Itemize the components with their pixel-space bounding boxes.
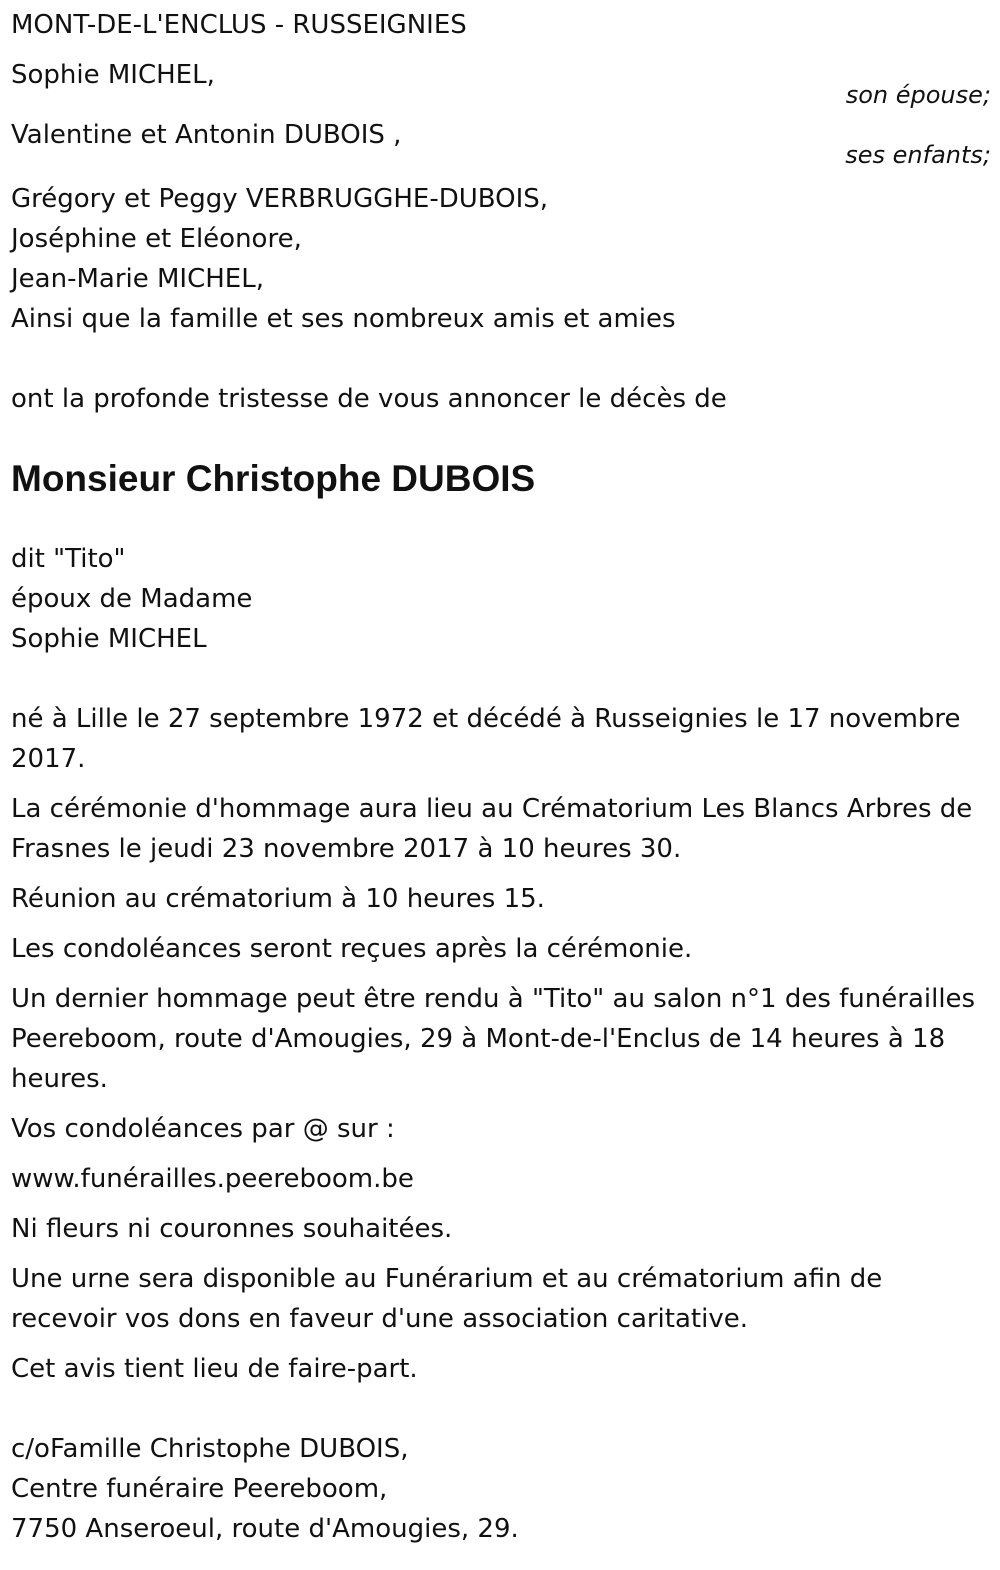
address-line: Centre funéraire Peereboom, xyxy=(11,1474,388,1504)
family-spouse-row xyxy=(11,55,991,109)
deceased-name: Monsieur Christophe DUBOIS xyxy=(11,458,536,499)
location-heading: MONT-DE-L'ENCLUS - RUSSEIGNIES xyxy=(11,10,467,40)
ceremony-details: La cérémonie d'hommage aura lieu au Crématorium Les Blancs Arbres de Frasnes le jeudi 23 novembre 2017 à 10 heures 30. xyxy=(11,794,973,864)
address-line: c/oFamille Christophe DUBOIS, xyxy=(11,1434,409,1464)
online-condolences-label: Vos condoléances par @ sur : xyxy=(11,1114,395,1144)
children-names: Valentine et Antonin DUBOIS , xyxy=(11,120,402,150)
family-member-line: Jean-Marie MICHEL, xyxy=(11,264,264,294)
condolences-details: Les condoléances seront reçues après la cérémonie. xyxy=(11,934,693,964)
family-member-line: Joséphine et Eléonore, xyxy=(11,224,302,254)
family-children-row xyxy=(11,115,991,169)
family-member-line: Ainsi que la famille et ses nombreux amis et amies xyxy=(11,304,676,334)
announcement-text: ont la profonde tristesse de vous annoncer le décès de xyxy=(11,384,727,414)
address-line: 7750 Anseroeul, route d'Amougies, 29. xyxy=(11,1514,519,1544)
family-member-line: Grégory et Peggy VERBRUGGHE-DUBOIS, xyxy=(11,184,549,214)
spouse-role: son épouse; xyxy=(845,81,991,109)
spouse-name: Sophie MICHEL, xyxy=(11,60,215,90)
website-link[interactable]: www.funérailles.peereboom.be xyxy=(11,1164,414,1194)
birth-death-details: né à Lille le 27 septembre 1972 et décédé à Russeignies le 17 novembre 2017. xyxy=(11,704,961,774)
tribute-details: Un dernier hommage peut être rendu à "Tito" au salon n°1 des funérailles Peereboom, route d'Amougies, 29 à Mont-de-l'Enclus de 14 heures à 18 heures. xyxy=(11,984,976,1094)
gathering-details: Réunion au crématorium à 10 heures 15. xyxy=(11,884,545,914)
donation-urn-note: Une urne sera disponible au Funérarium et au crématorium afin de recevoir vos dons en faveur d'une association caritative. xyxy=(11,1264,883,1334)
deceased-nickname: dit "Tito" xyxy=(11,544,126,574)
children-role: ses enfants; xyxy=(845,141,991,169)
obituary-notice xyxy=(11,5,991,1549)
flowers-note: Ni fleurs ni couronnes souhaitées. xyxy=(11,1214,453,1244)
deceased-spouse-line: Sophie MICHEL xyxy=(11,624,207,654)
notice-statement: Cet avis tient lieu de faire-part. xyxy=(11,1354,418,1384)
deceased-spouse-line: époux de Madame xyxy=(11,584,253,614)
